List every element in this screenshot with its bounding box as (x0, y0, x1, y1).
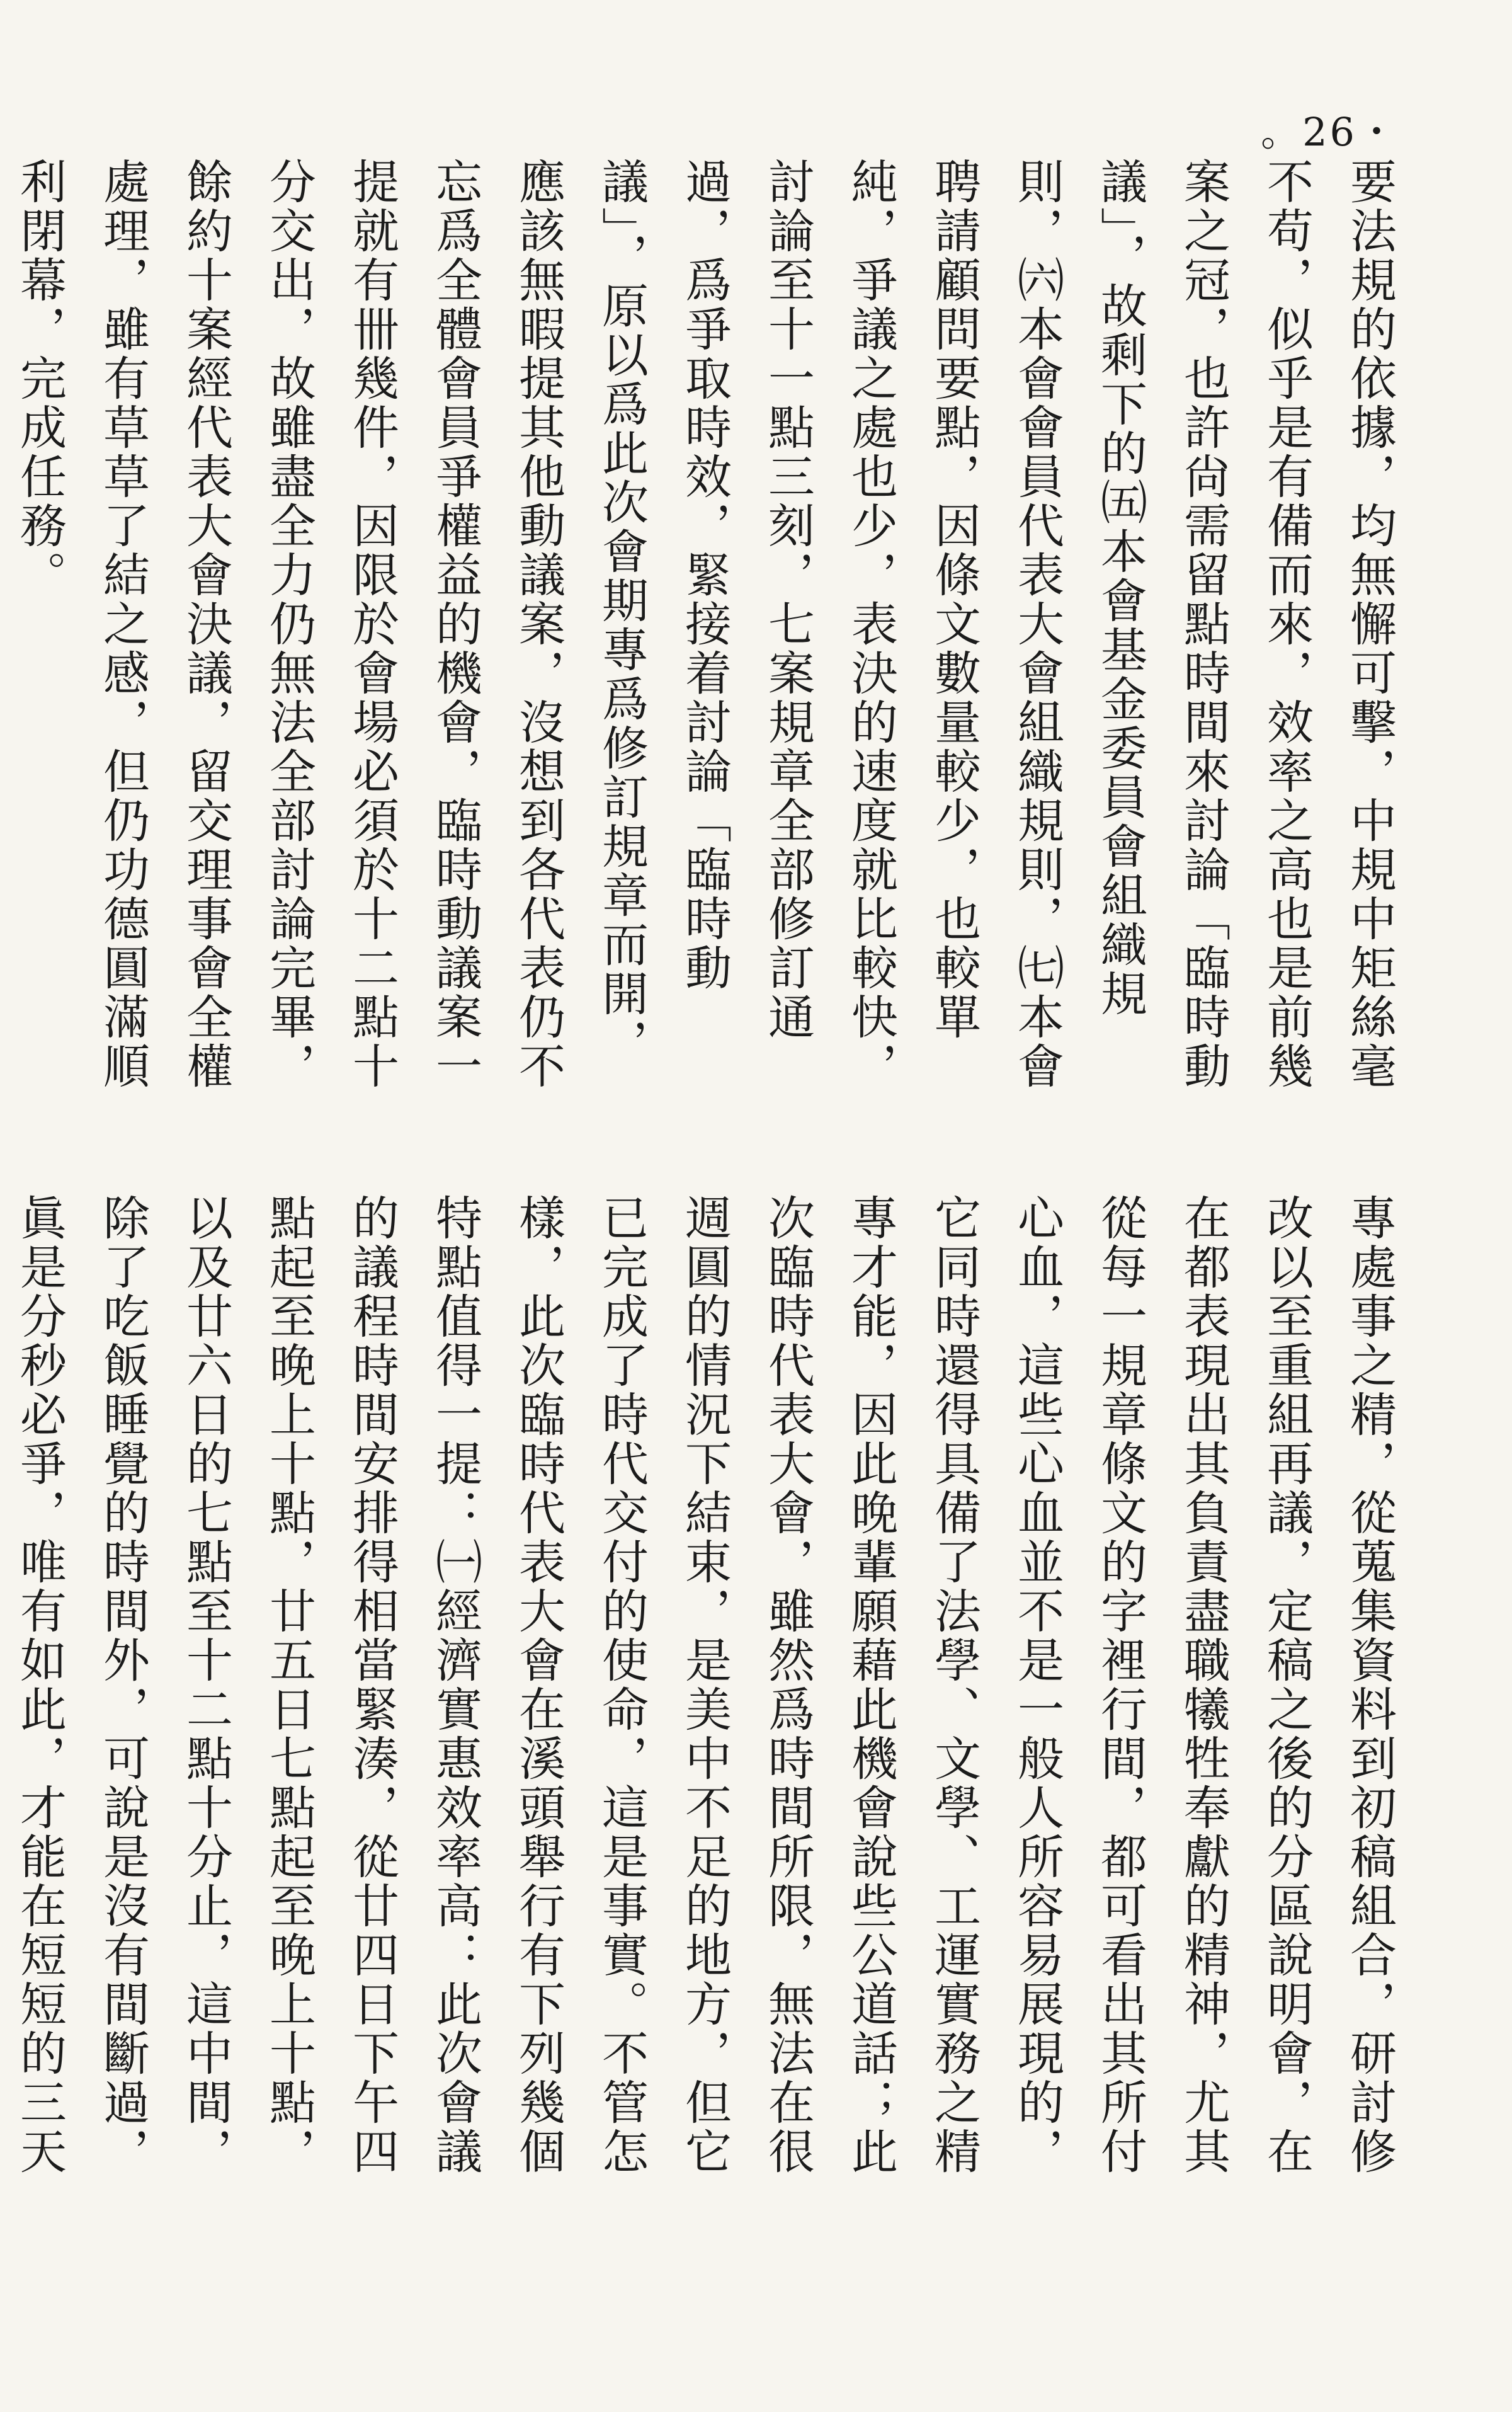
page-number: 。26・ (1261, 109, 1399, 155)
upper-text-block (0, 157, 1411, 1115)
paragraph: 專處事之精，從蒐集資料到初稿組合，研討修改以至重組再議，定稿之後的分區說明會，在在都表現出其負責盡職犧牲奉獻的精神，尤其從每一規章條文的字裡行間，都可看出其所付心血，這些心血並不是一般人所容易展現的，它同時還得具備了法學、文學、工運實務之精專才能，因此晚輩願藉此機會說些公道話；此次臨時代表大會，雖然爲時間所限，無法在很週圓的情況下結束，是美中不足的地方，但它已完成了時代交付的使命，這是事實。不管怎樣，此次臨時代表大會在溪頭舉行有下列幾個特點值得一提：㈠經濟實惠效率高：此次會議的議程時間安排得相當緊湊，從廿四日下午四點起至晚上十點，廿五日七點起至晚上十點，以及廿六日的七點至十二點十分止，這中間，除了吃飯睡覺的時間外，可說是沒有間斷過，眞是分秒必爭，唯有如此，才能在短短的三天 (13, 1194, 1397, 2176)
paragraph: 要法規的依據，均無懈可擊，中規中矩絲毫不苟，似乎是有備而來，效率之高也是前幾案之冠，也許尙需留點時間來討論「臨時動議」，故剩下的㈤本會基金委員會組織規則，㈥本會會員代表大會組織規則，㈦本會聘請顧問要點，因條文數量較少，也較單純，爭議之處也少，表決的速度就比較快，討論至十一點三刻，七案規章全部修訂通過，爲爭取時效，緊接着討論「臨時動議」，原以爲此次會期專爲修訂規章而開，應該無暇提其他動議案，沒想到各代表仍不忘爲全體會員爭權益的機會，臨時動議案一提就有卌幾件，因限於會場必須於十二點十分交出，故雖盡全力仍無法全部討論完畢，餘約十案經代表大會決議，留交理事會全權處理，雖有草草了結之感，但仍功德圓滿順利閉幕，完成任務。 (13, 157, 1397, 1091)
lower-text-block (0, 1194, 1411, 2208)
